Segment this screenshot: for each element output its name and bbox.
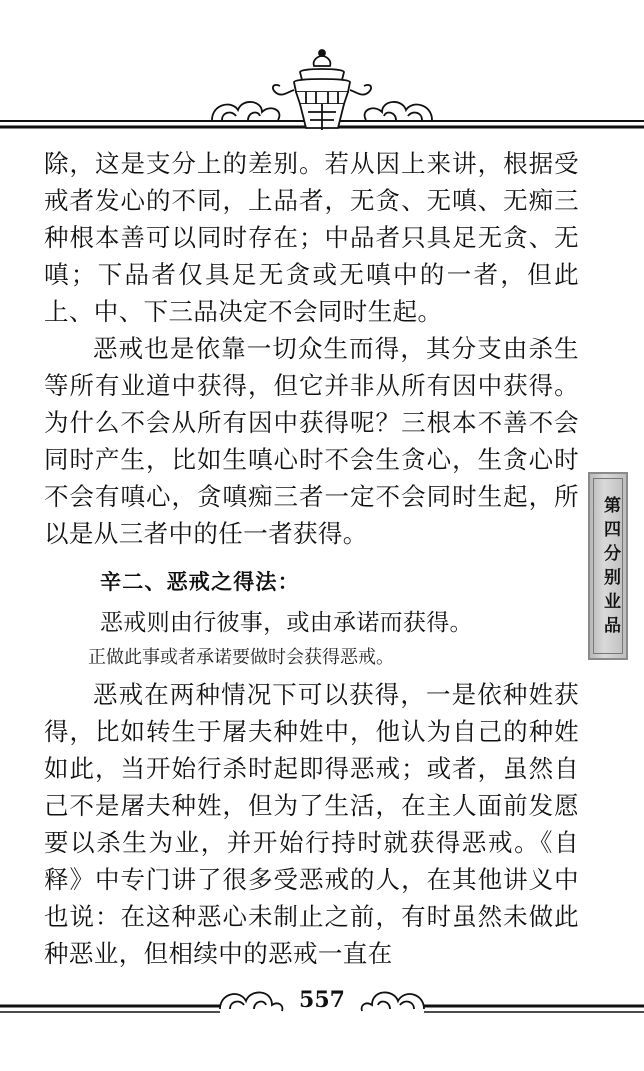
- body-paragraph-2: 恶戒也是依靠一切众生而得，其分支由杀生等所有业道中获得，但它并非从所有因中获得。为什么不会从所有因中获得呢？三根本不善不会同时产生，比如生嗔心时不会生贪心，生贪心时不会有嗔心，贪嗔痴三者一定不会同时生起，所以是从三者中的任一者获得。: [44, 334, 579, 548]
- page-number: 557: [299, 987, 345, 1013]
- chapter-side-tab: [588, 472, 628, 660]
- body-paragraph-3: 恶戒在两种情况下可以获得，一是依种姓获得，比如转生于屠夫种姓中，他认为自己的种姓如此，当开始行杀时起即得恶戒；或者，虽然自己不是屠夫种姓，但为了生活，在主人面前发愿要以杀生为业，并开始行持时就获得恶戒。《自释》中专门讲了很多受恶戒的人，在其他讲义中也说：在这种恶心未制止之前，有时虽然未做此种恶业，但相续中的恶戒一直在: [44, 680, 579, 968]
- left-cloud-scroll-icon: [212, 102, 279, 120]
- root-verse: 恶戒则由行彼事，或由承诺而获得。: [100, 610, 473, 636]
- page-body: [44, 145, 579, 972]
- header-ornament: [0, 0, 644, 150]
- chapter-tab-label: 第四分别业品: [600, 496, 620, 640]
- victory-banner-emblem-icon: [273, 50, 371, 130]
- verse-commentary: 正做此事或者承诺要做时会获得恶戒。: [88, 647, 394, 668]
- body-paragraph-1: 除，这是支分上的差别。若从因上来讲，根据受戒者发心的不同，上品者，无贪、无嗔、无痴三种根本善可以同时存在；中品者只具足无贪、无嗔；下品者仅具足无贪或无嗔中的一者，但此上、中、下三品决定不会同时生起。: [44, 149, 579, 326]
- right-cloud-scroll-icon: [365, 102, 432, 120]
- section-heading: 辛二、恶戒之得法：: [100, 570, 300, 594]
